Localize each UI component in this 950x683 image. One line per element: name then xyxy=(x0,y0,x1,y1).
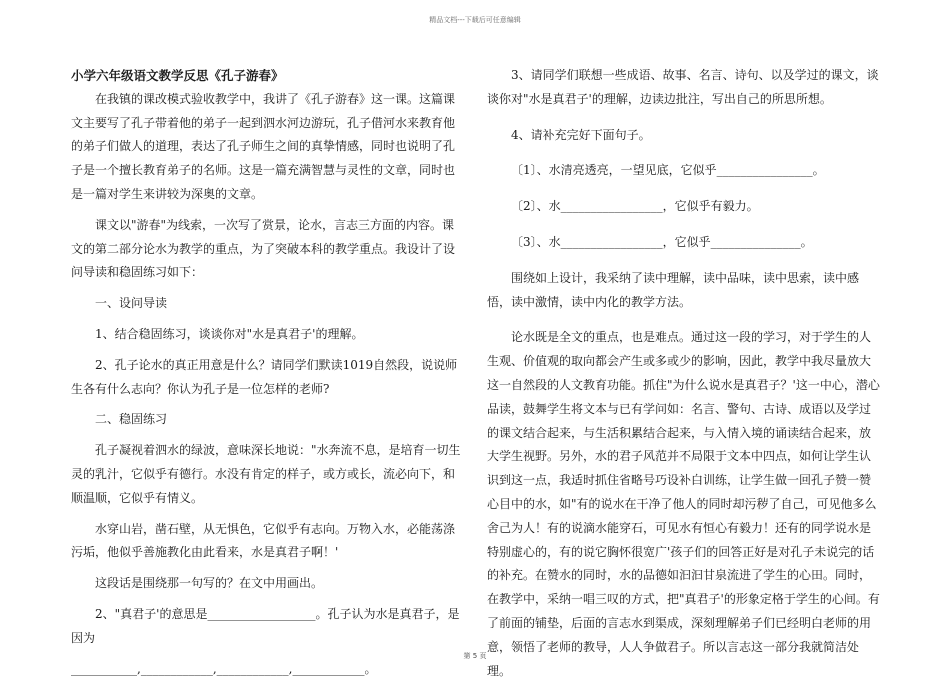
question-2: 2、孔子论水的真正用意是什么？请同学们默读1019自然段，说说师生各有什么志向？你认为孔子是一位怎样的老师? xyxy=(71,357,458,396)
quote-paragraph-1: 孔子凝视着泗水的绿波，意味深长地说："水奔流不息，是培育一切生灵的乳汁，它似乎有德行。水没有肯定的样子，或方或长，流必向下，和顺温顺，它似乎有情义。 xyxy=(71,443,461,505)
sentence-item-1: 〔1〕、水清亮透亮，一望见底，它似乎________________。 xyxy=(511,163,825,178)
paragraph-method: 围绕如上设计，我采纳了读中理解，读中品味，读中思索，读中感悟，读中激情，读中内化的教学方法。 xyxy=(487,270,860,309)
sentence-item-3: 〔3〕、水_________________，它似乎_______________。 xyxy=(511,234,813,249)
heading-practice: 二、稳固练习 xyxy=(95,412,168,427)
left-column xyxy=(71,64,466,681)
paragraph-lesson-design: 课文以"游春"为线索，一次写了赏景，论水，言志三方面的内容。课文的第二部分论水为教学的重点，为了突破本科的教学重点。我设计了设问导读和稳固练习如下： xyxy=(71,217,456,280)
heading-guided-questions: 一、设问导读 xyxy=(95,296,168,311)
practice-question-3: 3、请同学们联想一些成语、故事、名言、诗句、以及学过的课文，谈谈你对"水是真君子'的理解，边读边批注，写出自己的所思所想。 xyxy=(487,68,879,106)
quote-paragraph-2: 水穿山岩，凿石壁，从无惧色，它似乎有志向。万物入水，必能荡涤污垢，他似乎善施教化由此看来，水是真君子啊！' xyxy=(71,521,456,560)
page-header: 精品文档---下载后可任意编辑 xyxy=(429,16,521,24)
paragraph-reflection: 论水既是全文的重点，也是难点。通过这一段的学习，对于学生的人生观、价值观的取向都会产生或多或少的影响，因此，教学中我尽量放大这一自然段的人文教育功能。抓住"为什么说水是真君子？'这一中心，潜心品读，鼓舞学生将文本与已有学问如：名言、警句、古诗、成语以及学过的课文结合起来，与生活积累结合起来，与入情入境的诵读结合起来，放大学生视野。另外，水的君子风范并不局限于文本中四点，如何让学生认识到这一点，我适时抓住省略号巧设补白训练，让学生做一回孔子赞一赞心目中的水，如"有的说水在干净了他人的同时却污秽了自己，可见他多么舍己为人！有的说滴水能穿石，可见水有恒心有毅力！还有的同学说水是特别虚心的，有的说它胸怀很宽广'孩子们的回答正好是对孔子未说完的话的补充。在赞水的同时，水的品德如汩汩甘泉流进了学生的心田。同时，在教学中，采纳一唱三叹的方式，把"真君子'的形象定格于学生的心间。有了前面的铺垫，后面的言志水到渠成，深刻理解弟子们已经明白老师的用意，领悟了老师的教导，人人争做君子。所以言志这一部分我就简洁处理。 xyxy=(487,330,880,678)
practice-question-1: 这段话是围绕那一句写的？在文中用画出。 xyxy=(95,576,324,591)
document-title: 小学六年级语文教学反思《孔子游春》 xyxy=(71,68,284,83)
sentence-item-2: 〔2〕、水_________________，它似乎有毅力。 xyxy=(511,199,759,214)
page-footer: 第 5 页 xyxy=(463,652,487,660)
practice-blanks: ___________,____________,____________,____________。 xyxy=(71,661,377,676)
practice-question-4: 4、请补充完好下面句子。 xyxy=(511,127,651,142)
paragraph-intro: 在我镇的课改模式验收教学中，我讲了《孔子游春》这一课。这篇课文主要写了孔子带着他的弟子一起到泗水河边游玩，孔子借河水来教育他的弟子们做人的道理，表达了孔子师生之间的真挚情感，同时也说明了孔子是一个擅长教育弟子的名师。这是一篇充满智慧与灵性的文章，同时也是一篇对学生来讲较为深奥的文章。 xyxy=(71,91,456,201)
practice-question-2: 2、"真君子'的意思是__________________。孔子认为水是真君子，是因为 xyxy=(71,606,460,645)
right-column xyxy=(487,64,882,683)
question-1: 1、结合稳固练习，谈谈你对"水是真君子'的理解。 xyxy=(95,326,364,341)
